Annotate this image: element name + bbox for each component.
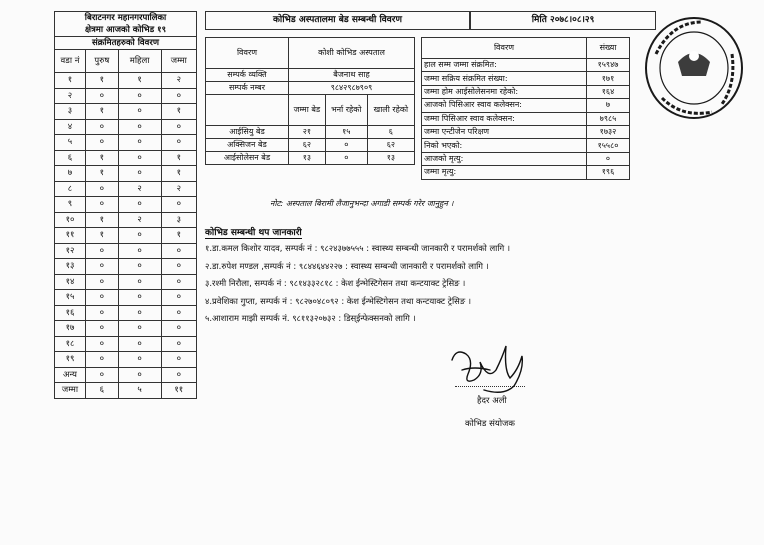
stats-label: आजको मृत्यु: — [422, 152, 587, 165]
stats-value: १६४ — [587, 85, 630, 98]
female-count: ० — [118, 119, 161, 135]
female-count: ० — [118, 352, 161, 368]
stats-label: जम्मा एन्टीजेन परिक्षण — [422, 125, 587, 138]
ward-infection-table — [54, 11, 197, 399]
ward-row — [55, 243, 197, 259]
signatory-name: हैदर अली — [477, 396, 507, 406]
ward-number: ८ — [55, 181, 86, 197]
ward-header-total: जम्मा — [161, 50, 196, 73]
total-count: ० — [161, 135, 196, 151]
hospital-note: नोट: अस्पताल बिरामी लैजानुभन्दा अगाडी सम्पर्क गरेर जानुहुन । — [270, 199, 454, 208]
ward-total-row — [55, 383, 197, 399]
ward-number: १९ — [55, 352, 86, 368]
stats-value: ७ — [587, 99, 630, 112]
stats-label: जम्मा पिसिआर स्वाव कलेक्सन: — [422, 112, 587, 125]
stats-row — [422, 166, 630, 179]
female-count: २ — [118, 181, 161, 197]
ward-row — [55, 274, 197, 290]
male-count: ० — [86, 305, 119, 321]
contacts-section-title — [205, 225, 302, 238]
bed-admitted: ० — [325, 139, 367, 152]
female-count: ० — [118, 259, 161, 275]
male-count: १ — [86, 104, 119, 120]
ward-number: ११ — [55, 228, 86, 244]
stats-header-detail: विवरण — [422, 38, 587, 59]
male-count: १ — [86, 73, 119, 89]
total-count: ० — [161, 88, 196, 104]
ward-header-ward: वडा नं — [55, 50, 86, 73]
ward-row — [55, 73, 197, 89]
male-count: १ — [86, 150, 119, 166]
bed-total: ६२ — [289, 139, 326, 152]
male-count: ० — [86, 197, 119, 213]
stats-value: १९६ — [587, 166, 630, 179]
male-count: ० — [86, 274, 119, 290]
stats-label: जम्मा होम आईसोलेसनमा रहेको: — [422, 85, 587, 98]
ward-row — [55, 88, 197, 104]
female-count: ० — [118, 228, 161, 244]
signature-line — [455, 386, 525, 387]
ward-number: १५ — [55, 290, 86, 306]
stats-row — [422, 99, 630, 112]
total-count: १ — [161, 150, 196, 166]
ward-number: ९ — [55, 197, 86, 213]
ward-table-title-line: बिराटनगर महानगरपालिका — [55, 12, 197, 25]
ward-header-male: पुरुष — [86, 50, 119, 73]
male-count: ० — [86, 88, 119, 104]
ward-number: ३ — [55, 104, 86, 120]
ward-row — [55, 259, 197, 275]
total-count: २ — [161, 181, 196, 197]
hospital-col-detail: विवरण — [206, 38, 289, 69]
ward-row — [55, 119, 197, 135]
ward-row — [55, 336, 197, 352]
stats-value: १७३२ — [587, 125, 630, 138]
ward-number: ७ — [55, 166, 86, 182]
bed-row — [206, 139, 415, 152]
hospital-section-title: कोभिड अस्पतालमा बेड सम्बन्धी विवरण — [206, 12, 470, 30]
signatory-role: कोभिड संयोजक — [465, 419, 515, 429]
bed-empty: १३ — [367, 152, 414, 165]
total-count: ० — [161, 119, 196, 135]
male-count: ० — [86, 259, 119, 275]
female-count: ० — [118, 336, 161, 352]
ward-number: १८ — [55, 336, 86, 352]
female-count: ० — [118, 150, 161, 166]
covid-statistics-table — [421, 37, 630, 180]
contacts-list — [205, 240, 510, 328]
total-count: १ — [161, 166, 196, 182]
male-count: ० — [86, 352, 119, 368]
male-count: ० — [86, 367, 119, 383]
female-count: ० — [118, 290, 161, 306]
contact-item: २.डा.रुपेश मण्डल ,सम्पर्क नं : ९८४४६४४२२७ : स्वास्थ्य सम्बन्धी जानकारी र परामर्शको लागि । — [205, 260, 489, 271]
hospital-bed-table — [205, 37, 415, 165]
bed-header-admitted: भर्ना रहेको — [325, 95, 367, 126]
male-count: ० — [86, 321, 119, 337]
bed-header-blank — [206, 95, 289, 126]
total-count: ० — [161, 336, 196, 352]
ward-number: ५ — [55, 135, 86, 151]
ward-number: ६ — [55, 150, 86, 166]
ward-row — [55, 181, 197, 197]
female-count: २ — [118, 212, 161, 228]
ward-number: ४ — [55, 119, 86, 135]
municipality-seal-icon — [642, 14, 746, 122]
female-count: ० — [118, 243, 161, 259]
ward-number: २ — [55, 88, 86, 104]
stats-label: आजको पिसिआर स्वाव कलेक्सन: — [422, 99, 587, 112]
stats-value: १५५८० — [587, 139, 630, 152]
female-count: ५ — [118, 383, 161, 399]
female-count: ० — [118, 321, 161, 337]
handwritten-signature — [444, 340, 534, 398]
ward-row — [55, 367, 197, 383]
male-count: ० — [86, 181, 119, 197]
female-count: ० — [118, 274, 161, 290]
ward-row — [55, 228, 197, 244]
bed-empty: ६२ — [367, 139, 414, 152]
male-count: ० — [86, 290, 119, 306]
female-count: ० — [118, 305, 161, 321]
male-count: ० — [86, 336, 119, 352]
stats-header-count: संख्या — [587, 38, 630, 59]
hospital-name: कोशी कोभिड अस्पताल — [289, 38, 415, 69]
male-count: ० — [86, 243, 119, 259]
ward-number: १६ — [55, 305, 86, 321]
female-count: ० — [118, 104, 161, 120]
bed-type: आईसियु बेड — [206, 126, 289, 139]
stats-row — [422, 112, 630, 125]
total-count: ० — [161, 274, 196, 290]
ward-number: १४ — [55, 274, 86, 290]
contact-number: ९८४२९८७९०९ — [289, 82, 415, 95]
male-count: ० — [86, 119, 119, 135]
ward-number: १ — [55, 73, 86, 89]
female-count: ० — [118, 367, 161, 383]
ward-number: १७ — [55, 321, 86, 337]
stats-row — [422, 125, 630, 138]
bed-empty: ६ — [367, 126, 414, 139]
contact-number-label: सम्पर्क नम्बर — [206, 82, 289, 95]
bed-type: आईसोलेसन बेड — [206, 152, 289, 165]
stats-label: जम्मा मृत्यु: — [422, 166, 587, 179]
ward-row — [55, 197, 197, 213]
contact-item: ३.रश्मी निरौला, सम्पर्क नं : ९८१४३३२८१८ : केश ईन्भेस्टिगेसन तथा कन्टयाक्ट ट्रेसिङ । — [205, 278, 466, 289]
date-box — [470, 11, 656, 30]
contact-item: ५.आशाराम माझी सम्पर्क नं. ९८११३२०७३२ : डिस्ईन्फेक्सनको लागि । — [205, 313, 416, 324]
male-count: १ — [86, 166, 119, 182]
stats-label: निको भएको: — [422, 139, 587, 152]
female-count: ० — [118, 88, 161, 104]
ward-row — [55, 166, 197, 182]
total-count: ० — [161, 243, 196, 259]
total-count: ११ — [161, 383, 196, 399]
ward-row — [55, 321, 197, 337]
total-count: १ — [161, 228, 196, 244]
total-count: ० — [161, 367, 196, 383]
ward-row — [55, 305, 197, 321]
female-count: १ — [118, 73, 161, 89]
stats-value: ७९८५ — [587, 112, 630, 125]
stats-row — [422, 85, 630, 98]
ward-table-title-line: संक्रमितहरुको विवरण — [55, 37, 197, 50]
ward-header-female: महिला — [118, 50, 161, 73]
bed-total: २१ — [289, 126, 326, 139]
stats-row — [422, 59, 630, 72]
female-count: ० — [118, 166, 161, 182]
stats-value: १७१ — [587, 72, 630, 85]
male-count: ६ — [86, 383, 119, 399]
total-count: ० — [161, 290, 196, 306]
ward-row — [55, 212, 197, 228]
total-count: ० — [161, 352, 196, 368]
total-count: ० — [161, 259, 196, 275]
bed-header-empty: खाली रहेको — [367, 95, 414, 126]
ward-number: अन्य — [55, 367, 86, 383]
stats-label: हाल सम्म जम्मा संक्रमित: — [422, 59, 587, 72]
stats-value: १५९४७ — [587, 59, 630, 72]
ward-number: १२ — [55, 243, 86, 259]
stats-row — [422, 72, 630, 85]
ward-row — [55, 104, 197, 120]
total-count: ० — [161, 321, 196, 337]
bed-row — [206, 126, 415, 139]
total-count: ० — [161, 197, 196, 213]
ward-table-header-row — [55, 50, 197, 73]
female-count: ० — [118, 135, 161, 151]
male-count: १ — [86, 228, 119, 244]
male-count: ० — [86, 135, 119, 151]
bed-row — [206, 152, 415, 165]
ward-row — [55, 352, 197, 368]
total-count: ० — [161, 305, 196, 321]
contact-item: ४.प्रवेशिका गुप्ता, सम्पर्क नं : ९८२७०४८०९२ : केश ईन्भेस्टिगेसन तथा कन्टयाक्ट ट्रेसिङ । — [205, 295, 472, 306]
stats-row — [422, 152, 630, 165]
total-count: २ — [161, 73, 196, 89]
male-count: १ — [86, 212, 119, 228]
contact-person: बैजनाथ साह — [289, 69, 415, 82]
bed-admitted: ० — [325, 152, 367, 165]
female-count: ० — [118, 197, 161, 213]
report-date: मिति २०७८।०८।२९ — [471, 12, 656, 30]
ward-number: १३ — [55, 259, 86, 275]
ward-row — [55, 290, 197, 306]
bed-header-total: जम्मा बेड — [289, 95, 326, 126]
bed-type: अक्सिजन बेड — [206, 139, 289, 152]
contact-item: १.डा.कमल किशोर यादव, सम्पर्क नं : ९८२४३७७५५५ : स्वास्थ्य सम्बन्धी जानकारी र परामर्शको लागि । — [205, 243, 511, 253]
contacts-title-text: कोभिड सम्बन्धी थप जानकारी — [205, 228, 302, 238]
contact-person-label: सम्पर्क व्यक्ति — [206, 69, 289, 82]
hospital-title-box — [205, 11, 470, 30]
ward-number: जम्मा — [55, 383, 86, 399]
ward-table-title-line: क्षेत्रमा आजको कोभिड १९ — [55, 24, 197, 37]
bed-admitted: १५ — [325, 126, 367, 139]
stats-value: ० — [587, 152, 630, 165]
bed-total: १३ — [289, 152, 326, 165]
ward-row — [55, 150, 197, 166]
stats-label: जम्मा सक्रिय संक्रमित संख्या: — [422, 72, 587, 85]
total-count: १ — [161, 104, 196, 120]
ward-row — [55, 135, 197, 151]
stats-row — [422, 139, 630, 152]
ward-number: १० — [55, 212, 86, 228]
total-count: ३ — [161, 212, 196, 228]
